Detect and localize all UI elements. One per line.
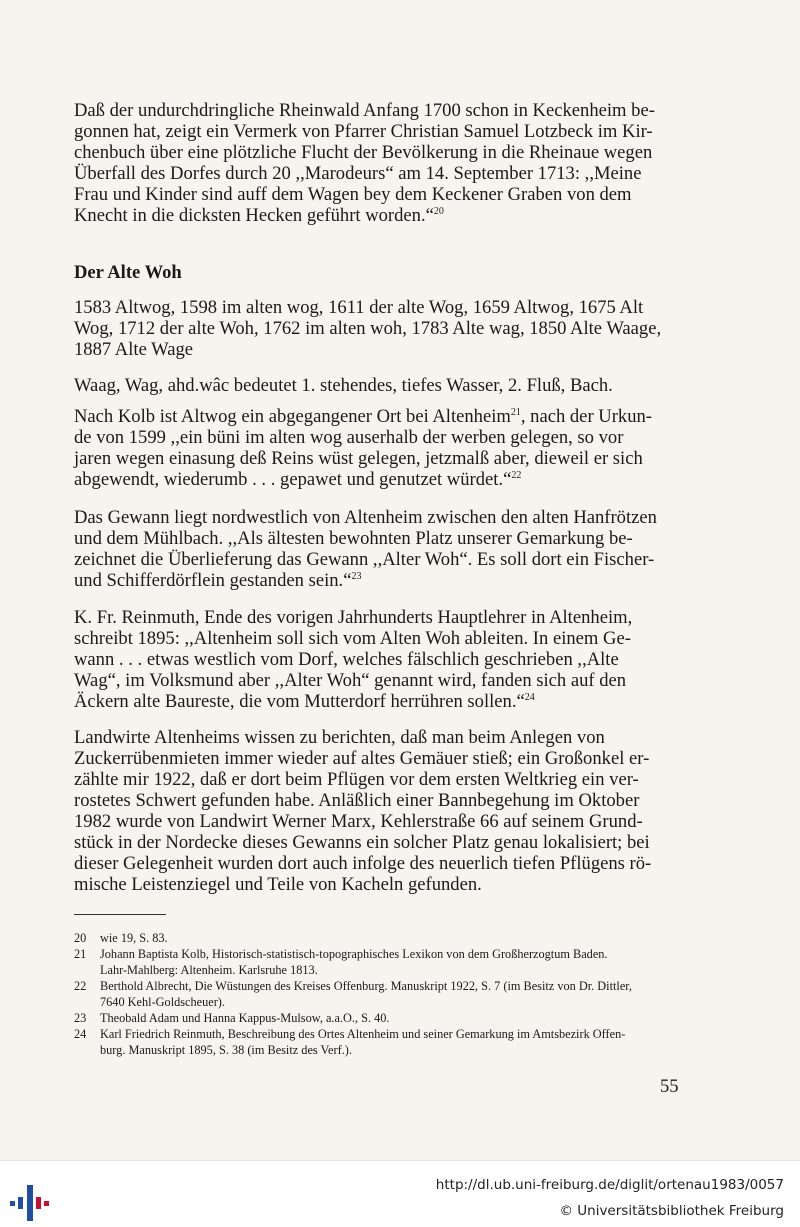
paragraph-reinmuth: [74, 607, 684, 712]
text-segment: Knecht in die dicksten Hecken geführt worden.“: [74, 205, 434, 226]
footnotes: [74, 930, 686, 1058]
text-segment: Äckern alte Baureste, die vom Mutterdorf herrühren sollen.“: [74, 691, 525, 712]
text-segment: und Schifferdörflein gestanden sein.“: [74, 570, 352, 591]
footnote-ref: 21: [510, 407, 521, 418]
text-line: [74, 691, 684, 712]
footnote-divider: [74, 914, 166, 915]
footnote-line: burg. Manuskript 1895, S. 38 (im Besitz des Verf.).: [100, 1043, 352, 1057]
footnote-text: [100, 946, 686, 978]
text-line: [74, 469, 684, 490]
section-heading: Der Alte Woh: [74, 262, 182, 283]
text-line: Wag“, im Volksmund aber ,,Alter Woh“ genannt wird, fanden sich auf den: [74, 670, 627, 691]
paragraph-name-history: [74, 297, 684, 360]
text-line: 1982 wurde von Landwirt Werner Marx, Kehlerstraße 66 auf seinem Grund-: [74, 811, 643, 832]
footnote-text: [100, 1010, 686, 1026]
text-line: Das Gewann liegt nordwestlich von Altenheim zwischen den alten Hanfrötzen: [74, 507, 657, 528]
page-number: 55: [660, 1076, 679, 1097]
text-line: [74, 205, 684, 226]
text-line: schreibt 1895: ,,Altenheim soll sich vom Alten Woh ableiten. In einem Ge-: [74, 628, 631, 649]
permalink[interactable]: http://dl.ub.uni-freiburg.de/diglit/ortenau1983/0057: [435, 1177, 784, 1193]
footnote-number: 24: [74, 1027, 87, 1041]
paragraph-landwirte: [74, 727, 684, 895]
text-line: Zuckerrübenmieten immer wieder auf altes Gemäuer stieß; ein Großonkel er-: [74, 748, 650, 769]
text-line: chenbuch über eine plötzliche Flucht der Bevölkerung in die Rheinaue wegen: [74, 142, 653, 163]
footnote: [74, 1010, 686, 1026]
text-line: 1887 Alte Wage: [74, 339, 193, 360]
paragraph-etymology: [74, 375, 684, 396]
footnote-ref: 20: [433, 206, 444, 217]
text-segment: abgewendt, wiederumb . . . gepawet und genutzet würdet.“: [74, 469, 512, 490]
footnote-line: Johann Baptista Kolb, Historisch-statistisch-topographisches Lexikon von dem Großherzogtum Baden.: [100, 947, 608, 961]
text-line: Waag, Wag, ahd.wâc bedeutet 1. stehendes, tiefes Wasser, 2. Fluß, Bach.: [74, 375, 613, 396]
footnote-ref: 22: [511, 470, 522, 481]
footnote-line: Berthold Albrecht, Die Wüstungen des Kreises Offenburg. Manuskript 1922, S. 7 (im Besitz von Dr. Dittler,: [100, 979, 632, 993]
text-line: wann . . . etwas westlich vom Dorf, welches fälschlich geschrieben ,,Alte: [74, 649, 619, 670]
footnote: [74, 930, 686, 946]
text-line: mische Leistenziegel und Teile von Kacheln gefunden.: [74, 874, 482, 895]
footnote: [74, 1026, 686, 1058]
text-line: [74, 570, 684, 591]
copyright-notice: © Universitätsbibliothek Freiburg: [559, 1203, 784, 1219]
text-line: de von 1599 ,,ein büni im alten wog auserhalb der werben gelegen, so vor: [74, 427, 624, 448]
footnote-number: 22: [74, 979, 87, 993]
text-line: zeichnet die Überlieferung das Gewann ,,Alter Woh“. Es soll dort ein Fischer-: [74, 549, 655, 570]
text-line: rostetes Schwert gefunden habe. Anläßlich einer Bannbegehung im Oktober: [74, 790, 640, 811]
text-line: Wog, 1712 der alte Woh, 1762 im alten woh, 1783 Alte wag, 1850 Alte Waage,: [74, 318, 662, 339]
footnote-text: [100, 930, 686, 946]
footnote: [74, 946, 686, 978]
text-line: 1583 Altwog, 1598 im alten wog, 1611 der alte Wog, 1659 Altwog, 1675 Alt: [74, 297, 644, 318]
text-line: Überfall des Dorfes durch 20 ,,Marodeurs“ am 14. September 1713: ,,Meine: [74, 163, 642, 184]
footnote-line: Theobald Adam und Hanna Kappus-Mulsow, a.a.O., S. 40.: [100, 1011, 390, 1025]
text-segment: Nach Kolb ist Altwog ein abgegangener Ort bei Altenheim: [74, 406, 511, 427]
footnote-number: 21: [74, 947, 87, 961]
paragraph-rheinwald: [74, 100, 684, 226]
footnote-line: wie 19, S. 83.: [100, 931, 168, 945]
text-line: gonnen hat, zeigt ein Vermerk von Pfarrer Christian Samuel Lotzbeck im Kir-: [74, 121, 653, 142]
footnote-text: [100, 1026, 686, 1058]
paragraph-kolb: [74, 406, 684, 490]
text-line: Landwirte Altenheims wissen zu berichten, daß man beim Anlegen von: [74, 727, 605, 748]
text-segment: , nach der Urkun-: [520, 406, 652, 427]
viewer-footer: [0, 1160, 800, 1227]
footnote-line: 7640 Kehl-Goldscheuer).: [100, 995, 225, 1009]
text-line: und dem Mühlbach. ,,Als ältesten bewohnten Platz unserer Gemarkung be-: [74, 528, 633, 549]
text-line: zählte mir 1922, daß er dort beim Pflügen vor dem ersten Weltkrieg ein ver-: [74, 769, 639, 790]
text-line: jaren wegen einasung deß Reins wüst gelegen, jetzmalß aber, dieweil er sich: [74, 448, 643, 469]
footnote-line: Lahr-Mahlberg: Altenheim. Karlsruhe 1813.: [100, 963, 318, 977]
footnote-text: [100, 978, 686, 1010]
footnote-number: 20: [74, 931, 87, 945]
ub-freiburg-logo-icon[interactable]: [8, 1179, 52, 1223]
footnote-line: Karl Friedrich Reinmuth, Beschreibung des Ortes Altenheim und seiner Gemarkung im Amtsbezirk Offen-: [100, 1027, 626, 1041]
text-line: K. Fr. Reinmuth, Ende des vorigen Jahrhunderts Hauptlehrer in Altenheim,: [74, 607, 633, 628]
footnote-ref: 23: [351, 571, 362, 582]
text-line: [74, 406, 684, 427]
text-line: dieser Gelegenheit wurden dort auch infolge des neuerlich tiefen Pflügens rö-: [74, 853, 652, 874]
paragraph-gewann: [74, 507, 684, 591]
footnote-number: 23: [74, 1011, 87, 1025]
text-line: Frau und Kinder sind auff dem Wagen bey dem Keckener Graben von dem: [74, 184, 632, 205]
footnote-ref: 24: [524, 692, 535, 703]
text-line: stück in der Nordecke dieses Gewanns ein solcher Platz genau lokalisiert; bei: [74, 832, 650, 853]
footnote: [74, 978, 686, 1010]
text-line: Daß der undurchdringliche Rheinwald Anfang 1700 schon in Keckenheim be-: [74, 100, 655, 121]
